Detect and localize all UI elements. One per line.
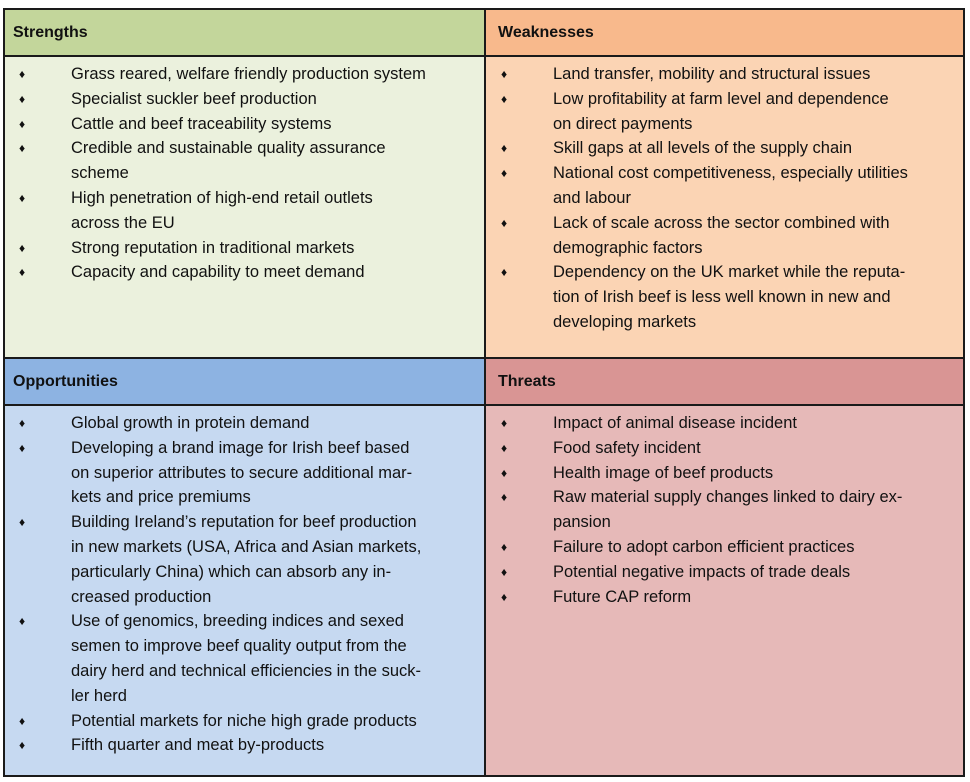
threats-item — [486, 485, 955, 535]
opportunities-item — [5, 733, 476, 758]
diamond-bullet-icon: ♦ — [19, 515, 26, 530]
opportunities-item-text: Global growth in protein demand — [71, 414, 310, 432]
diamond-bullet-icon: ♦ — [19, 440, 26, 455]
weaknesses-item-text: National cost competitiveness, especially utilities and labour — [553, 164, 908, 207]
diamond-bullet-icon: ♦ — [501, 490, 508, 505]
opportunities-item-text: Building Ireland’s reputation for beef production in new markets (USA, Africa and Asian markets, particularly China) which can absorb any in- creased production — [71, 513, 422, 606]
diamond-bullet-icon: ♦ — [501, 67, 508, 81]
weaknesses-item — [486, 161, 955, 211]
weaknesses-quadrant — [486, 10, 963, 359]
weaknesses-item-text: Skill gaps at all levels of the supply chain — [553, 139, 852, 158]
strengths-item — [5, 236, 476, 261]
threats-item — [486, 585, 955, 610]
threats-item-text: Potential negative impacts of trade deals — [553, 562, 851, 581]
threats-item-text: Food safety incident — [553, 438, 701, 457]
diamond-bullet-icon: ♦ — [501, 265, 508, 280]
diamond-bullet-icon: ♦ — [19, 141, 26, 156]
strengths-quadrant — [5, 10, 486, 359]
diamond-bullet-icon: ♦ — [19, 67, 26, 81]
opportunities-item — [5, 510, 476, 609]
strengths-list — [5, 57, 484, 285]
diamond-bullet-icon: ♦ — [19, 738, 26, 753]
strengths-item-text: Specialist suckler beef production — [71, 89, 317, 108]
opportunities-item-text: Developing a brand image for Irish beef based on superior attributes to secure additional mar- kets and price premiums — [71, 438, 413, 507]
diamond-bullet-icon: ♦ — [19, 240, 26, 255]
threats-item-text: Impact of animal disease incident — [553, 414, 797, 432]
diamond-bullet-icon: ♦ — [19, 614, 26, 629]
threats-item — [486, 560, 955, 585]
weaknesses-item — [486, 87, 955, 137]
opportunities-list — [5, 406, 484, 758]
diamond-bullet-icon: ♦ — [501, 539, 508, 554]
diamond-bullet-icon: ♦ — [19, 190, 26, 205]
threats-list — [486, 406, 963, 609]
strengths-item — [5, 112, 476, 137]
strengths-item — [5, 186, 476, 236]
threats-item — [486, 411, 955, 436]
strengths-item-text: Cattle and beef traceability systems — [71, 114, 332, 133]
diamond-bullet-icon: ♦ — [501, 141, 508, 156]
opportunities-item — [5, 411, 476, 436]
weaknesses-item-text: Lack of scale across the sector combined with demographic factors — [553, 213, 890, 257]
diamond-bullet-icon: ♦ — [501, 589, 508, 604]
strengths-item — [5, 62, 476, 87]
weaknesses-item — [486, 211, 955, 261]
weaknesses-list — [486, 57, 963, 335]
strengths-item-text: High penetration of high-end retail outlets across the EU — [71, 188, 373, 232]
strengths-item — [5, 87, 476, 112]
strengths-item-text: Strong reputation in traditional markets — [71, 238, 355, 257]
strengths-item-text: Credible and sustainable quality assurance scheme — [71, 139, 386, 183]
weaknesses-item-text: Low profitability at farm level and dependence on direct payments — [553, 89, 889, 133]
weaknesses-item — [486, 136, 955, 161]
threats-item-text: Health image of beef products — [553, 463, 774, 482]
threats-item — [486, 436, 955, 461]
strengths-item — [5, 136, 476, 186]
threats-item-text: Failure to adopt carbon efficient practices — [553, 537, 855, 556]
diamond-bullet-icon: ♦ — [501, 91, 508, 106]
diamond-bullet-icon: ♦ — [19, 91, 26, 106]
threats-item — [486, 461, 955, 486]
diamond-bullet-icon: ♦ — [501, 440, 508, 455]
threats-item-text: Future CAP reform — [553, 587, 692, 606]
opportunities-item — [5, 436, 476, 510]
strengths-header: Strengths — [5, 10, 484, 57]
opportunities-item-text: Use of genomics, breeding indices and sexed semen to improve beef quality output from the dairy herd and technical efficiencies in the suck- ler herd — [71, 612, 422, 705]
opportunities-item-text: Potential markets for niche high grade products — [71, 711, 417, 730]
strengths-item-text: Capacity and capability to meet demand — [71, 263, 365, 282]
weaknesses-item-text: Dependency on the UK market while the reputa- tion of Irish beef is less well known in new and developing markets — [553, 263, 906, 331]
opportunities-item — [5, 609, 476, 708]
weaknesses-header: Weaknesses — [486, 10, 963, 57]
diamond-bullet-icon: ♦ — [501, 564, 508, 579]
diamond-bullet-icon: ♦ — [501, 416, 508, 430]
opportunities-header: Opportunities — [5, 359, 484, 406]
threats-header: Threats — [486, 359, 963, 406]
threats-item-text: Raw material supply changes linked to dairy ex- pansion — [553, 488, 903, 532]
opportunities-item-text: Fifth quarter and meat by-products — [71, 736, 325, 755]
strengths-item-text: Grass reared, welfare friendly production system — [71, 65, 426, 83]
swot-table — [3, 8, 965, 777]
opportunities-item — [5, 709, 476, 734]
weaknesses-item — [486, 62, 955, 87]
diamond-bullet-icon: ♦ — [501, 215, 508, 230]
diamond-bullet-icon: ♦ — [501, 166, 508, 181]
threats-item — [486, 535, 955, 560]
diamond-bullet-icon: ♦ — [19, 416, 26, 430]
diamond-bullet-icon: ♦ — [19, 116, 26, 131]
diamond-bullet-icon: ♦ — [19, 713, 26, 728]
weaknesses-item-text: Land transfer, mobility and structural issues — [553, 65, 871, 83]
strengths-item — [5, 260, 476, 285]
threats-quadrant — [486, 359, 963, 775]
diamond-bullet-icon: ♦ — [501, 465, 508, 480]
weaknesses-item — [486, 260, 955, 334]
opportunities-quadrant — [5, 359, 486, 775]
diamond-bullet-icon: ♦ — [19, 265, 26, 280]
